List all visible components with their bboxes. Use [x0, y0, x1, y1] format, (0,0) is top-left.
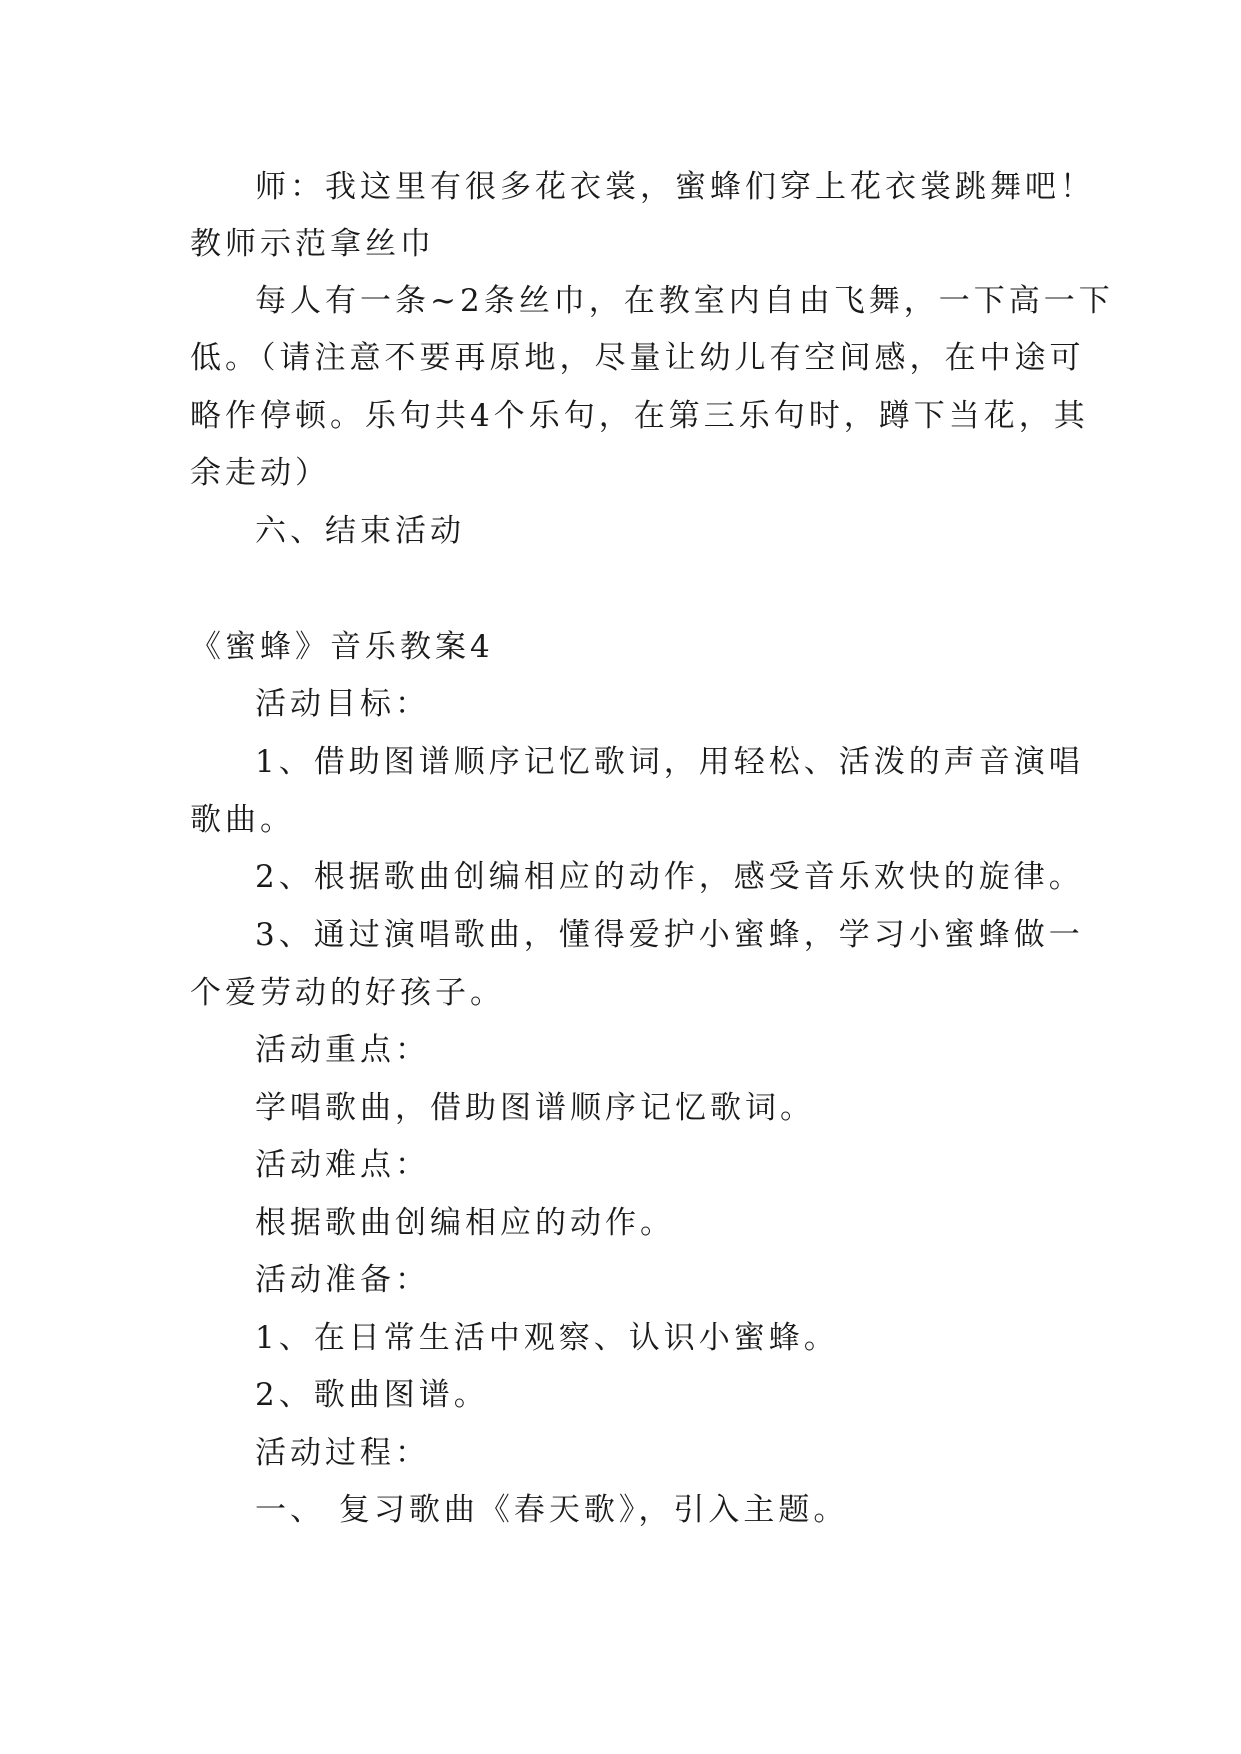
section-heading: 活动难点：	[255, 1147, 430, 1183]
text-line: 低。（请注意不要再原地，尽量让幼儿有空间感，在中途可	[190, 340, 1085, 376]
text-line: 师：我这里有很多花衣裳，蜜蜂们穿上花衣裳跳舞吧！	[255, 169, 1095, 205]
text-line: 个爱劳动的好孩子。	[190, 975, 505, 1011]
text-line: 一、 复习歌曲《春天歌》，引入主题。	[255, 1492, 849, 1528]
text-line: 每人有一条~2条丝巾，在教室内自由飞舞，一下高一下	[255, 283, 1114, 319]
document-title: 《蜜蜂》音乐教案4	[190, 629, 494, 665]
text-line: 学唱歌曲，借助图谱顺序记忆歌词。	[255, 1090, 815, 1126]
text-line: 略作停顿。乐句共4个乐句，在第三乐句时，蹲下当花，其	[190, 398, 1089, 434]
text-line: 1、借助图谱顺序记忆歌词，用轻松、活泼的声音演唱	[255, 744, 1084, 780]
text-line: 根据歌曲创编相应的动作。	[255, 1205, 675, 1241]
text-line: 2、歌曲图谱。	[255, 1377, 489, 1413]
text-line: 余走动）	[190, 455, 330, 491]
section-heading: 活动目标：	[255, 686, 430, 722]
section-heading: 六、结束活动	[255, 513, 465, 549]
text-line: 2、根据歌曲创编相应的动作，感受音乐欢快的旋律。	[255, 859, 1084, 895]
text-line: 1、在日常生活中观察、认识小蜜蜂。	[255, 1320, 839, 1356]
section-heading: 活动过程：	[255, 1435, 430, 1471]
section-heading: 活动重点：	[255, 1032, 430, 1068]
text-line: 教师示范拿丝巾	[190, 226, 435, 262]
section-heading: 活动准备：	[255, 1262, 430, 1298]
text-line: 3、通过演唱歌曲，懂得爱护小蜜蜂，学习小蜜蜂做一	[255, 917, 1084, 953]
text-line: 歌曲。	[190, 802, 295, 838]
